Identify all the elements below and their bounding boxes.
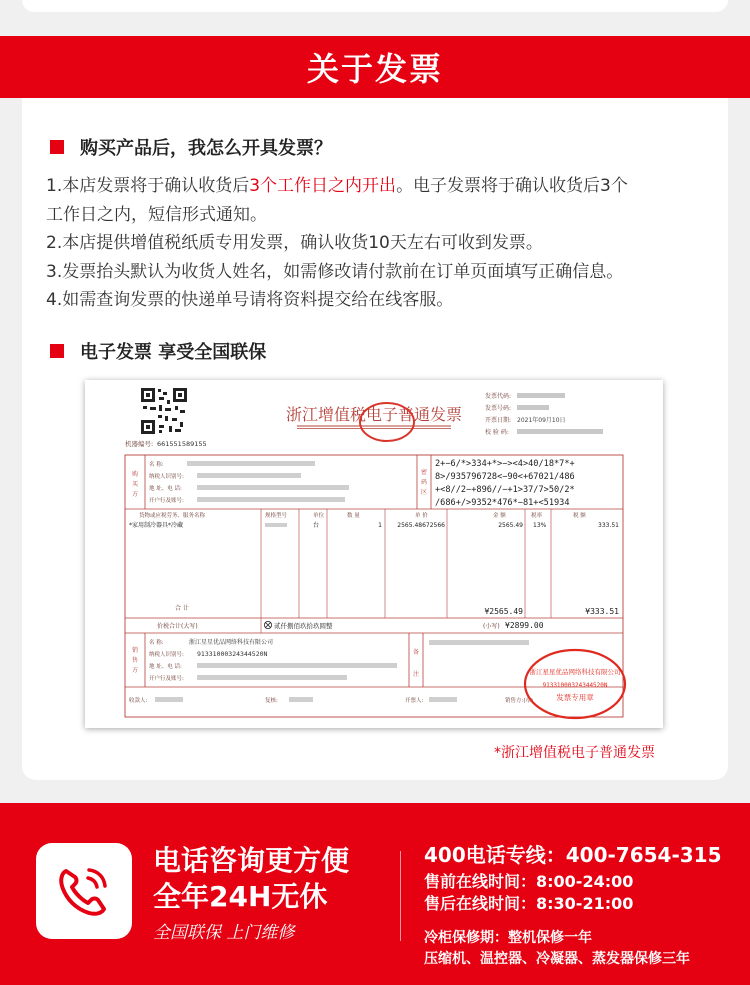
svg-text:开户行及账号:: 开户行及账号: xyxy=(149,676,184,682)
instruction-line-2: 工作日之内，短信形式通知。 xyxy=(46,204,267,225)
svg-text:税 额: 税 额 xyxy=(573,513,586,519)
page-title: 关于发票 xyxy=(306,50,443,88)
phone-icon-box[interactable] xyxy=(36,843,132,939)
svg-text:码: 码 xyxy=(420,479,428,486)
hotline-text[interactable]: 400电话专线：400-7654-315 xyxy=(424,843,722,867)
seller-name: 浙江星星优品网络科技有限公司 xyxy=(189,639,274,646)
grand-total-chinese: 贰仟捌佰玖拾玖圆整 xyxy=(274,622,333,630)
heading-bullet xyxy=(50,344,64,358)
svg-text:纳税人识别号:: 纳税人识别号: xyxy=(149,652,184,658)
svg-text:销: 销 xyxy=(131,647,139,654)
contact-footer xyxy=(0,803,750,985)
item-price: 2565.48672566 xyxy=(397,522,445,529)
seller-tax-id: 91331000324344520N xyxy=(197,650,268,658)
top-card-remnant xyxy=(22,0,728,12)
aftersale-hours: 售后在线时间：8:30-21:00 xyxy=(424,894,634,913)
presale-hours: 售前在线时间：8:00-24:00 xyxy=(424,872,634,891)
footer-divider xyxy=(400,851,401,941)
svg-text:/686+/>9352*476*−81+<51934: /686+/>9352*476*−81+<51934 xyxy=(435,498,570,508)
issue-date: 2021年09月10日 xyxy=(517,417,566,424)
svg-text:售: 售 xyxy=(131,657,139,664)
grand-total-small: ¥2899.00 xyxy=(505,621,544,630)
svg-text:注: 注 xyxy=(412,671,420,678)
section-heading-text: 购买产品后，我怎么开具发票？ xyxy=(80,138,332,159)
instruction-text: 。电子发票将于确认收货后3个 xyxy=(396,176,628,196)
svg-text:8>/935796728<−90<+67021/486: 8>/935796728<−90<+67021/486 xyxy=(435,472,575,482)
svg-text:复核:: 复核: xyxy=(265,698,278,704)
cipher-area xyxy=(435,459,575,508)
title-banner xyxy=(0,36,750,98)
section-heading-text: 电子发票 享受全国联保 xyxy=(80,342,267,363)
footer-subline: 全国联保 上门维修 xyxy=(153,923,295,943)
svg-text:密: 密 xyxy=(420,469,428,476)
footer-headline-1: 电话咨询更方便 xyxy=(153,844,350,877)
svg-text:地 址、电 话:: 地 址、电 话: xyxy=(149,486,182,492)
svg-text:2+−6/*>334+*>−><4>40/18*7*+: 2+−6/*>334+*>−><4>40/18*7*+ xyxy=(435,459,575,469)
item-unit: 台 xyxy=(313,522,320,529)
invoice-title: 浙江增值税电子普通发票 xyxy=(285,405,463,424)
svg-text:名 称:: 名 称: xyxy=(149,640,164,646)
instruction-text: 1.本店发票将于确认收货后 xyxy=(46,176,250,196)
svg-text:单位: 单位 xyxy=(313,513,325,519)
item-rate: 13% xyxy=(533,522,547,529)
machine-no-label: 机器编号: xyxy=(125,440,154,448)
svg-text:收款人:: 收款人: xyxy=(129,698,148,704)
svg-text:金 额: 金 额 xyxy=(493,513,506,519)
svg-text:购: 购 xyxy=(131,471,139,478)
instruction-line-5: 4.如需查询发票的快递单号请将资料提交给在线客服。 xyxy=(46,290,454,310)
company-seal xyxy=(525,650,625,718)
invoice-caption: *浙江增值税电子普通发票 xyxy=(494,745,655,761)
instruction-highlight: 3个工作日之内开出 xyxy=(249,176,397,196)
section-heading-invoice-howto xyxy=(50,134,332,160)
date-label: 开票日期: xyxy=(485,417,512,424)
svg-text:纳税人识别号:: 纳税人识别号: xyxy=(149,474,184,480)
item-name: *家用制冷器具*冷藏 xyxy=(129,522,184,529)
item-tax: 333.51 xyxy=(598,522,619,529)
grand-small-label: (小写) xyxy=(483,623,500,630)
item-amount: 2565.49 xyxy=(498,522,523,529)
instruction-line-1 xyxy=(46,172,716,201)
svg-text:+<8//2−+896//−+1>37/7>50/2*: +<8//2−+896//−+1>37/7>50/2* xyxy=(435,485,575,495)
invoice-info-card xyxy=(22,98,728,780)
warranty-line-2: 压缩机、温控器、冷凝器、蒸发器保修三年 xyxy=(424,951,690,967)
svg-text:发票号码:: 发票号码: xyxy=(485,405,512,412)
svg-text:区: 区 xyxy=(420,489,428,496)
svg-text:方: 方 xyxy=(131,667,139,674)
svg-text:发票专用章: 发票专用章 xyxy=(556,693,594,702)
machine-no: 661551589155 xyxy=(157,440,207,448)
total-tax: ¥333.51 xyxy=(585,607,619,616)
total-amount: ¥2565.49 xyxy=(484,607,523,616)
invoice-svg xyxy=(85,380,663,728)
svg-text:浙江星星优品网络科技有限公司: 浙江星星优品网络科技有限公司 xyxy=(529,668,621,676)
section-heading-e-invoice xyxy=(50,338,266,364)
svg-text:备: 备 xyxy=(412,649,420,656)
svg-text:单 价: 单 价 xyxy=(415,513,428,519)
svg-text:名 称:: 名 称: xyxy=(149,462,164,468)
svg-text:税率: 税率 xyxy=(531,513,543,519)
phone-icon xyxy=(52,859,116,923)
svg-text:开票人:: 开票人: xyxy=(405,698,424,704)
svg-text:货物或应税劳务、服务名称: 货物或应税劳务、服务名称 xyxy=(139,513,206,519)
svg-text:方: 方 xyxy=(131,491,139,498)
grand-total-label: 价税合计(大写) xyxy=(157,623,198,630)
svg-text:91331000324344520N: 91331000324344520N xyxy=(542,682,608,689)
svg-text:发票代码:: 发票代码: xyxy=(485,393,512,400)
instruction-line-4: 3.发票抬头默认为收货人姓名，如需修改请付款前在订单页面填写正确信息。 xyxy=(46,261,624,282)
svg-text:开户行及账号:: 开户行及账号: xyxy=(149,498,184,504)
invoice-sample-image xyxy=(85,380,663,728)
svg-text:校 验 码:: 校 验 码: xyxy=(485,429,509,436)
heading-bullet xyxy=(50,140,64,154)
svg-text:地 址、电 话:: 地 址、电 话: xyxy=(149,664,182,670)
svg-text:销售方:(章): 销售方:(章) xyxy=(505,698,534,704)
warranty-line-1: 冷柜保修期：整机保修一年 xyxy=(424,930,592,946)
qr-code-icon xyxy=(141,388,187,434)
footer-headline-2: 全年24H无休 xyxy=(153,880,328,913)
item-qty: 1 xyxy=(378,522,382,529)
invoice-instructions xyxy=(46,172,716,315)
instruction-line-3: 2.本店提供增值税纸质专用发票，确认收货10天左右可收到发票。 xyxy=(46,233,543,253)
total-label: 合 计 xyxy=(175,605,189,612)
svg-text:买: 买 xyxy=(131,481,139,488)
svg-text:规格型号: 规格型号 xyxy=(265,513,288,519)
svg-text:数 量: 数 量 xyxy=(347,513,360,519)
